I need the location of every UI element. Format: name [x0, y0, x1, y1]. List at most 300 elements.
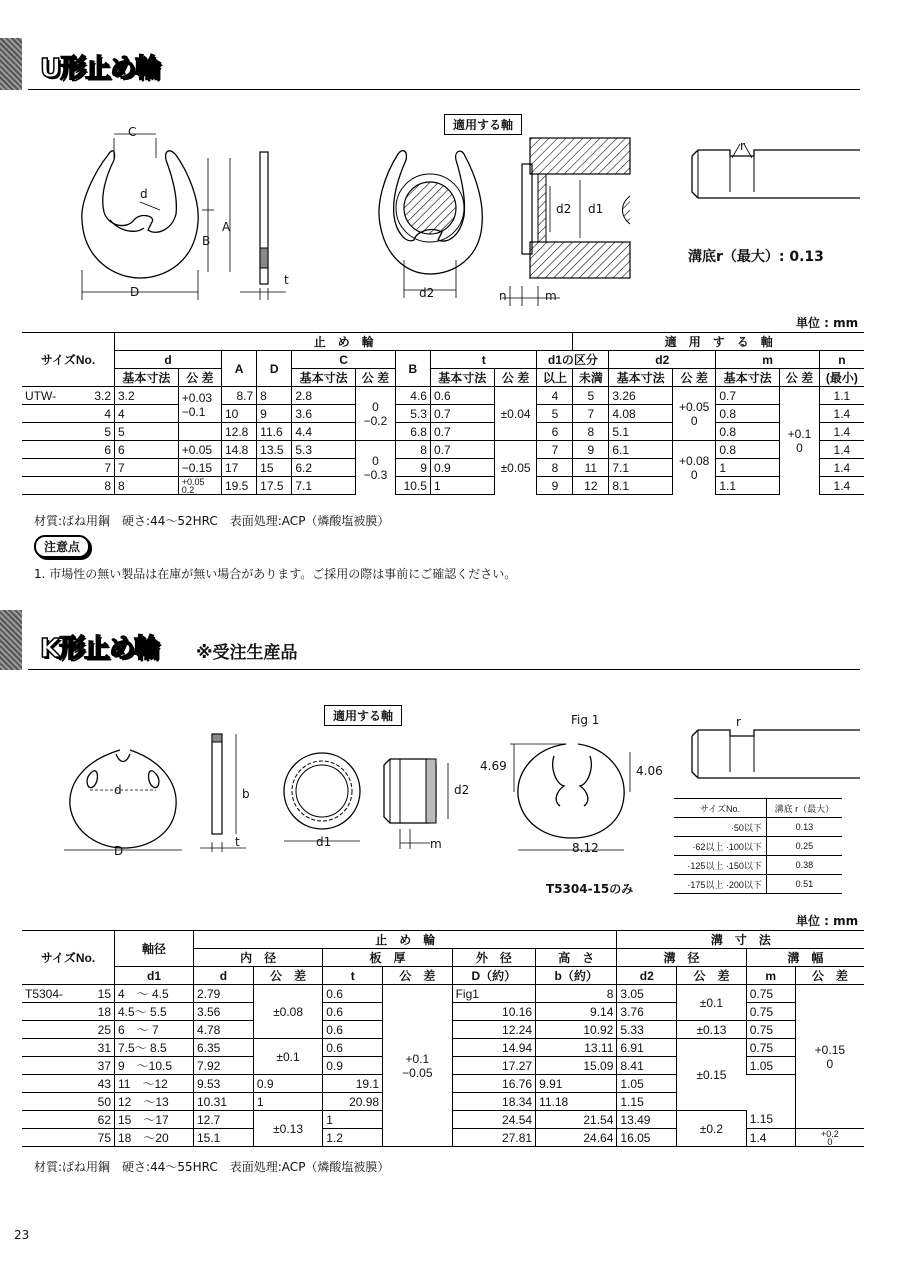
series-label: T5304- [25, 986, 64, 1001]
cell-m: 1.1 [716, 477, 780, 495]
size-number: 75 [97, 1130, 111, 1145]
col-d: d [115, 351, 222, 369]
cell-d2-tol: ±0.2 [677, 1111, 746, 1147]
hd-m: m [746, 967, 795, 985]
cell-m: 1.15 [746, 1111, 795, 1129]
col-dd: D [257, 351, 292, 387]
cell-shaft: 4 〜 4.5 [115, 985, 194, 1003]
r-head-r: 溝底 r（最大） [766, 799, 842, 818]
hd-basic: 基本寸法 [716, 369, 780, 387]
cell-shaft: 7.5〜 8.5 [115, 1039, 194, 1057]
cell-d-tol [178, 387, 221, 423]
cell-b: 24.64 [536, 1129, 617, 1147]
cell-d: 6 [115, 441, 179, 459]
unit-label: 単位 : mm [796, 316, 859, 330]
cell-b: 15.09 [536, 1057, 617, 1075]
cell-d2: 11.18 [536, 1093, 617, 1111]
size-cell [22, 387, 115, 405]
section-title-k: K形止め輪 [40, 634, 160, 664]
cell-t: 0.6 [323, 985, 383, 1003]
cell-t-tol: ±0.04 [494, 387, 537, 441]
hd-d: d [194, 967, 254, 985]
r-value: 0.51 [766, 875, 842, 894]
r-size: ·50以下 [674, 818, 766, 837]
cell-d: 8 [115, 477, 179, 495]
col-size: サイズNo. [22, 333, 115, 387]
cell-d2: 5.33 [617, 1021, 677, 1039]
cell-t: 0.6 [323, 1003, 383, 1021]
tol-upper: 0 [372, 453, 379, 468]
cell-d: 4 [115, 405, 179, 423]
cell-b: 21.54 [536, 1111, 617, 1129]
dim-dd: D [114, 844, 124, 858]
dim-b: b [242, 787, 250, 801]
hd-tol: 公 差 [356, 369, 396, 387]
cell-c: 3.6 [292, 405, 356, 423]
series-label: UTW- [25, 388, 57, 403]
cell-dd: 17.5 [257, 477, 292, 495]
cell-n: 1.4 [819, 459, 864, 477]
hd-dd: D（約） [452, 967, 535, 985]
cell-d-tol: +0.05 [178, 441, 221, 459]
size-number: 18 [97, 1004, 111, 1019]
cell-c: 5.3 [292, 441, 356, 459]
dim-r: r [740, 139, 745, 153]
hd-tol: 公 差 [780, 369, 820, 387]
cell-d-tol: ±0.08 [253, 985, 322, 1039]
tol-upper: +0.08 [678, 453, 710, 468]
tol-lower: 0 [690, 413, 698, 428]
size-cell [22, 1111, 115, 1129]
cell-a: 14.8 [222, 441, 257, 459]
page-number: 23 [14, 1228, 30, 1242]
cell-dd: 13.5 [257, 441, 292, 459]
cell-dd: 17.27 [452, 1057, 535, 1075]
dim-t: t [235, 835, 240, 849]
dim-d2-shaft: d2 [556, 202, 572, 216]
size-cell [22, 1057, 115, 1075]
cell-dd: 19.1 [323, 1075, 383, 1093]
tol-lower: −0.1 [181, 404, 206, 419]
col-inner: 内 径 [194, 949, 323, 967]
cell-m: 0.7 [716, 387, 780, 405]
cell-d2-tol [673, 441, 716, 495]
table-row [674, 799, 842, 818]
groove-detail-drawing [684, 720, 864, 790]
hd-min: (最小) [819, 369, 864, 387]
unit-label: 単位 : mm [796, 914, 859, 928]
r-size: ·62以上 ·100以下 [674, 837, 766, 856]
dim-m: m [545, 289, 557, 303]
dim-d1: d1 [316, 835, 332, 849]
cell-d1a: 8 [537, 459, 573, 477]
cell-d: 15.1 [194, 1129, 254, 1147]
size-number: 50 [97, 1094, 111, 1109]
hd-tol: 公 差 [795, 967, 864, 985]
cell-d2: 13.49 [617, 1111, 677, 1129]
cell-d1a: 4 [537, 387, 573, 405]
cell-d: 4.78 [194, 1021, 254, 1039]
hd-tol: 公 差 [178, 369, 221, 387]
dim-d2-ring: d2 [419, 286, 435, 300]
cell-d1b: 7 [573, 405, 609, 423]
col-c: C [292, 351, 395, 369]
cell-dd: 14.94 [452, 1039, 535, 1057]
col-gdia: 溝 径 [617, 949, 746, 967]
cell-a: 12.8 [222, 423, 257, 441]
cell-b: 10.92 [536, 1021, 617, 1039]
cell-m-tol [795, 985, 864, 1129]
cell-m: 1.15 [617, 1093, 677, 1111]
cell-m: 0.75 [746, 1003, 795, 1021]
hd-t: t [323, 967, 383, 985]
tol-lower: 0 [796, 440, 803, 455]
col-size: サイズNo. [22, 931, 115, 985]
size-number: 8 [22, 477, 115, 495]
notice-text: 1. 市場性の無い製品は在庫が無い場合があります。ご採用の際は事前にご確認ください。 [34, 567, 517, 581]
cell-t: 0.7 [430, 441, 494, 459]
size-number: 31 [97, 1040, 111, 1055]
size-cell [22, 1093, 115, 1111]
fig-caption: T5304-15のみ [546, 882, 634, 896]
col-a: A [222, 351, 257, 387]
k-spec-table [22, 930, 864, 1147]
cell-t: 1 [430, 477, 494, 495]
cell-t: 0.6 [430, 387, 494, 405]
size-number: 6 [22, 441, 115, 459]
section-title-u: U形止め輪 [40, 54, 161, 84]
table-row [22, 405, 864, 423]
dim-dd: D [130, 285, 140, 299]
cell-d1a: 7 [537, 441, 573, 459]
cell-shaft: 18 〜20 [115, 1129, 194, 1147]
cell-d: 6.35 [194, 1039, 254, 1057]
hd-under: 未満 [573, 369, 609, 387]
r-head-size: サイズNo. [674, 799, 766, 818]
size-number: 4 [22, 405, 115, 423]
dim-m: m [430, 837, 442, 851]
groove-detail-drawing [684, 140, 864, 210]
cell-d: 3.56 [194, 1003, 254, 1021]
hd-over: 以上 [537, 369, 573, 387]
cell-d-tol [178, 477, 221, 495]
cell-d: 9.53 [194, 1075, 254, 1093]
cell-d2: 9.91 [536, 1075, 617, 1093]
size-cell [22, 1129, 115, 1147]
size-number: 62 [97, 1112, 111, 1127]
size-number: 7 [22, 459, 115, 477]
cell-b: 16.76 [452, 1075, 535, 1093]
cell-d-tol [178, 423, 221, 441]
r-size: ·175以上 ·200以下 [674, 875, 766, 894]
cell-d-tol: ±0.13 [253, 1111, 322, 1147]
cell-m: 0.75 [746, 985, 795, 1003]
cell-c: 2.8 [292, 387, 356, 405]
cell-d1b: 8 [573, 423, 609, 441]
section-rule [28, 89, 860, 90]
cell-shaft: 9 〜10.5 [115, 1057, 194, 1075]
cell-c: 4.4 [292, 423, 356, 441]
cell-c: 7.1 [292, 477, 356, 495]
cell-m-tol [795, 1129, 864, 1147]
size-number: 25 [97, 1022, 111, 1037]
hd-basic: 基本寸法 [609, 369, 673, 387]
table-row [22, 477, 864, 495]
dim-d: d [114, 783, 122, 797]
hd-tol: 公 差 [677, 967, 746, 985]
col-d2: d2 [609, 351, 716, 369]
tol-lower: −0.2 [363, 413, 388, 428]
cell-t: 0.7 [430, 405, 494, 423]
u-ring-drawing [60, 110, 300, 310]
cell-t: 0.6 [323, 1021, 383, 1039]
table-row [674, 856, 842, 875]
tol-lower: 0.2 [181, 484, 195, 495]
cell-m: 1.4 [746, 1129, 795, 1147]
cell-d: 10.31 [194, 1093, 254, 1111]
col-plate: 板 厚 [323, 949, 452, 967]
cell-m: 0.8 [716, 405, 780, 423]
size-number: 5 [22, 423, 115, 441]
cell-t: 1 [323, 1111, 383, 1129]
table-row [22, 985, 864, 1003]
cell-b: 18.34 [452, 1093, 535, 1111]
size-cell [22, 1075, 115, 1093]
cell-b: 9.14 [536, 1003, 617, 1021]
cell-dd: 20.98 [323, 1093, 383, 1111]
size-number: 15 [97, 986, 111, 1001]
cell-d: 3.2 [115, 387, 179, 405]
cell-d2: 3.26 [609, 387, 673, 405]
col-d1: d1の区分 [537, 351, 609, 369]
fig-label: Fig 1 [571, 713, 600, 727]
dim-d1-shaft: d1 [588, 202, 604, 216]
tol-upper: +0.1 [405, 1051, 430, 1066]
dim-b: B [202, 234, 211, 248]
u-spec-table [22, 332, 864, 495]
col-outer: 外 径 [452, 949, 535, 967]
cell-dd: 24.54 [452, 1111, 535, 1129]
cell-d2-tol: ±0.13 [677, 1021, 746, 1039]
section-bar [0, 38, 22, 90]
tol-upper: +0.03 [181, 390, 213, 405]
tol-lower: 0 [827, 1136, 833, 1147]
col-groove: 溝 寸 法 [617, 931, 864, 949]
cell-dd: 9 [257, 405, 292, 423]
cell-d1b: 5 [573, 387, 609, 405]
size-cell [22, 1021, 115, 1039]
material-note-u: 材質:ばね用鋼 硬さ:44〜52HRC 表面処理:ACP（燐酸塩被膜） [34, 514, 390, 528]
cell-m-tol [780, 387, 820, 495]
cell-c-tol [356, 387, 396, 441]
tol-lower: 0 [826, 1056, 834, 1071]
cell-d-tol: ±0.1 [253, 1039, 322, 1075]
size-number: 3.2 [94, 388, 111, 403]
cell-shaft: 6 〜 7 [115, 1021, 194, 1039]
fig-dim-h1: 4.69 [480, 759, 507, 773]
notice-badge: 注意点 [34, 535, 90, 558]
cell-d2: 4.08 [609, 405, 673, 423]
cell-d2: 8.1 [609, 477, 673, 495]
tol-upper: 0 [372, 399, 379, 414]
tol-lower: −0.05 [402, 1065, 433, 1080]
col-t: t [430, 351, 537, 369]
cell-d1b: 11 [573, 459, 609, 477]
dim-a: A [222, 220, 231, 234]
tol-upper: +0.15 [814, 1042, 846, 1057]
shaft-section-drawing [500, 136, 640, 312]
cell-a: 17 [222, 459, 257, 477]
hd-basic: 基本寸法 [292, 369, 356, 387]
r-value: 0.38 [766, 856, 842, 875]
cell-b: 9 [395, 459, 430, 477]
cell-shaft: 4.5〜 5.5 [115, 1003, 194, 1021]
k-ring-drawing [60, 730, 260, 860]
fig1-drawing [506, 728, 646, 858]
cell-m: 0.8 [716, 441, 780, 459]
hd-basic: 基本寸法 [430, 369, 494, 387]
groove-r-table [674, 798, 842, 894]
tol-upper: +0.05 [678, 399, 710, 414]
tol-upper: +0.2 [820, 1128, 839, 1139]
material-note-k: 材質:ばね用鋼 硬さ:44〜55HRC 表面処理:ACP（燐酸塩被膜） [34, 1160, 390, 1174]
cell-b: 5.3 [395, 405, 430, 423]
cell-d2: 8.41 [617, 1057, 677, 1075]
size-cell [22, 985, 115, 1003]
tol-lower: −0.3 [363, 467, 388, 482]
hd-tol: 公 差 [383, 967, 452, 985]
cell-d: 12.7 [194, 1111, 254, 1129]
cell-b: 8 [395, 441, 430, 459]
cell-a: 19.5 [222, 477, 257, 495]
hd-tol: 公 差 [253, 967, 322, 985]
cell-dd: 12.24 [452, 1021, 535, 1039]
cell-m: 0.75 [746, 1039, 795, 1057]
col-ring: 止 め 輪 [115, 333, 573, 351]
cell-d: 5 [115, 423, 179, 441]
cell-d1a: 9 [537, 477, 573, 495]
cell-d2: 16.05 [617, 1129, 677, 1147]
cell-b: 4.6 [395, 387, 430, 405]
size-cell [22, 1039, 115, 1057]
cell-d-tol: −0.15 [178, 459, 221, 477]
k-ring-on-shaft [280, 745, 480, 855]
cell-d2: 6.91 [617, 1039, 677, 1057]
cell-d2: 3.76 [617, 1003, 677, 1021]
cell-n: 1.4 [819, 405, 864, 423]
cell-dd: 27.81 [452, 1129, 535, 1147]
cell-d2: 5.1 [609, 423, 673, 441]
table-row [674, 875, 842, 894]
cell-d1b: 9 [573, 441, 609, 459]
size-number: 37 [97, 1058, 111, 1073]
section-rule [28, 669, 860, 670]
cell-t: 0.9 [430, 459, 494, 477]
cell-m: 1.05 [746, 1057, 795, 1075]
col-b: B [395, 351, 430, 387]
section-bar [0, 610, 22, 670]
groove-bottom-note: 溝底r（最大）: 0.13 [688, 249, 824, 265]
cell-m: 0.8 [716, 423, 780, 441]
cell-c: 6.2 [292, 459, 356, 477]
fig-dim-h2: 4.06 [636, 764, 663, 778]
cell-d1b: 12 [573, 477, 609, 495]
table-row [674, 818, 842, 837]
cell-d2: 3.05 [617, 985, 677, 1003]
r-value: 0.25 [766, 837, 842, 856]
cell-m: 1.05 [617, 1075, 677, 1093]
cell-d2-tol [673, 387, 716, 441]
table-row [22, 387, 864, 405]
hd-tol: 公 差 [494, 369, 537, 387]
table-row [22, 459, 864, 477]
cell-dd: 10.16 [452, 1003, 535, 1021]
size-number: 43 [97, 1076, 111, 1091]
cell-t: 0.6 [323, 1039, 383, 1057]
col-m: m [716, 351, 819, 369]
hd-basic: 基本寸法 [115, 369, 179, 387]
tol-lower: 0 [690, 467, 698, 482]
cell-a: 10 [222, 405, 257, 423]
dim-d2: d2 [454, 783, 470, 797]
hd-tol: 公 差 [673, 369, 716, 387]
cell-c-tol [356, 441, 396, 495]
cell-d: 7.92 [194, 1057, 254, 1075]
u-ring-on-shaft [370, 140, 520, 310]
col-gwidth: 溝 幅 [746, 949, 864, 967]
cell-dd: 11.6 [257, 423, 292, 441]
r-value: 0.13 [766, 818, 842, 837]
cell-n: 1.1 [819, 387, 864, 405]
cell-dd: 15 [257, 459, 292, 477]
hd-d2: d2 [617, 967, 677, 985]
dim-c: C [128, 125, 137, 139]
cell-t: 0.9 [323, 1057, 383, 1075]
fig-dim-w: 8.12 [572, 841, 599, 855]
cell-m: 1 [716, 459, 780, 477]
dim-d: d [140, 187, 148, 201]
cell-t: 1 [253, 1093, 322, 1111]
cell-b: 6.8 [395, 423, 430, 441]
cell-d1a: 5 [537, 405, 573, 423]
dim-n: n [499, 289, 507, 303]
cell-t: 1.2 [323, 1129, 383, 1147]
cell-d1a: 6 [537, 423, 573, 441]
cell-d2-tol: ±0.15 [677, 1039, 746, 1111]
applicable-shaft-label: 適用する軸 [324, 705, 402, 726]
cell-dd: Fig1 [452, 985, 535, 1003]
col-n: n [819, 351, 864, 369]
col-height: 高 さ [536, 949, 617, 967]
applicable-shaft-label: 適用する軸 [444, 114, 522, 135]
cell-d: 7 [115, 459, 179, 477]
size-cell [22, 1003, 115, 1021]
cell-n: 1.4 [819, 477, 864, 495]
col-ring: 止 め 輪 [194, 931, 617, 949]
cell-t: 0.9 [253, 1075, 322, 1093]
r-size: ·125以上 ·150以下 [674, 856, 766, 875]
cell-d2-tol: ±0.1 [677, 985, 746, 1021]
hd-b: b（約） [536, 967, 617, 985]
cell-t-tol [383, 985, 452, 1147]
cell-d2: 6.1 [609, 441, 673, 459]
dim-t: t [284, 273, 289, 287]
cell-b: 10.5 [395, 477, 430, 495]
cell-shaft: 15 〜17 [115, 1111, 194, 1129]
cell-n: 1.4 [819, 441, 864, 459]
cell-t: 0.7 [430, 423, 494, 441]
cell-d2: 7.1 [609, 459, 673, 477]
